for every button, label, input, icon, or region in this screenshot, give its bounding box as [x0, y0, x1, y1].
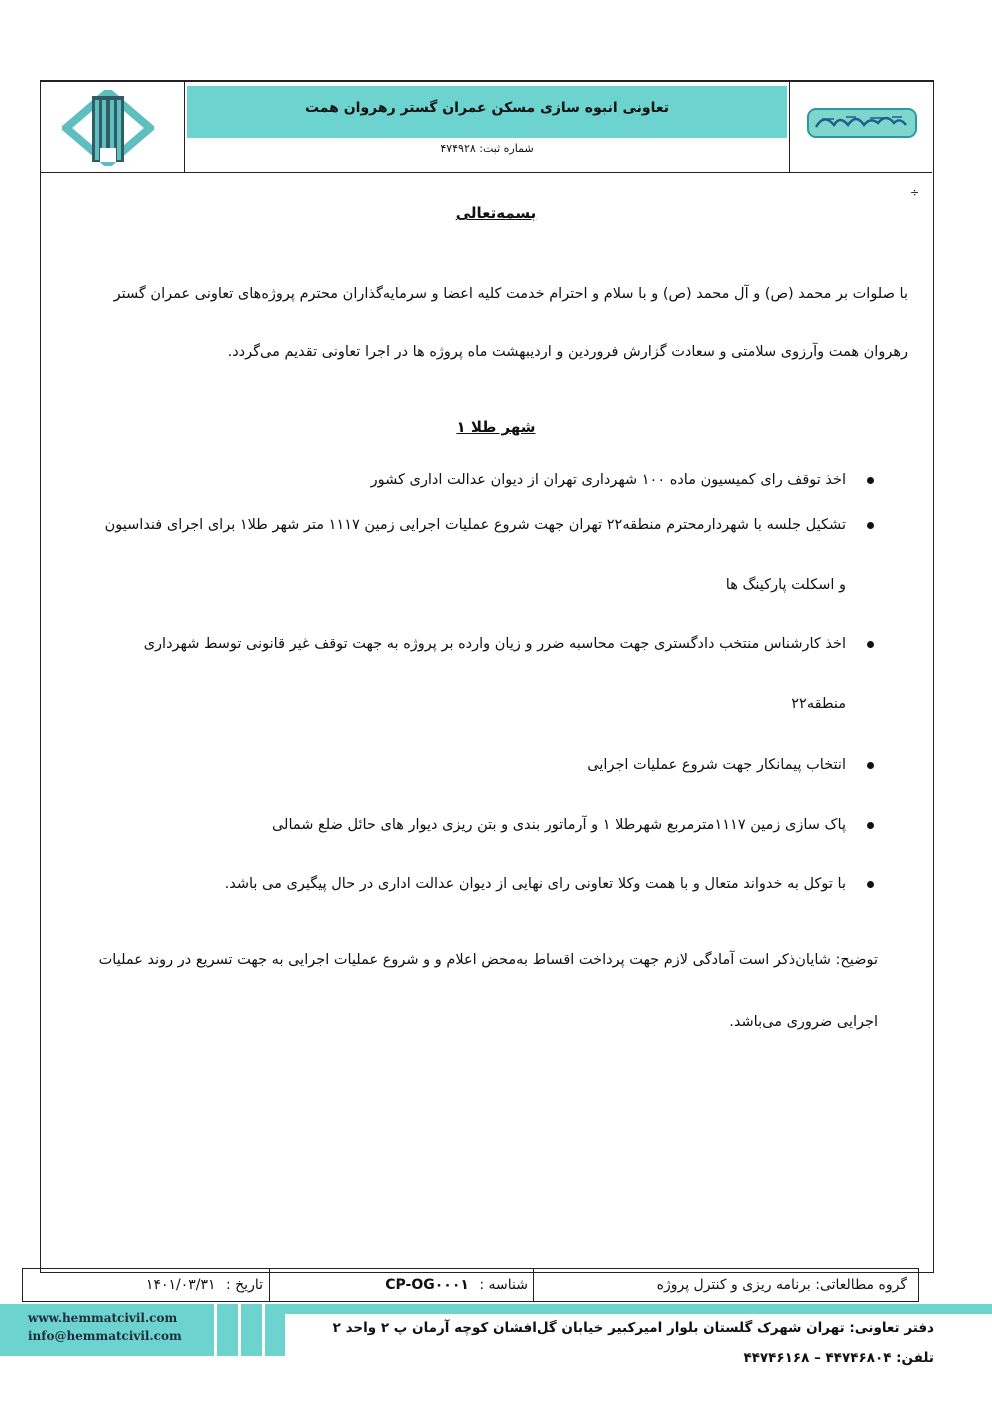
bullet-dot [866, 640, 876, 650]
document-id-cell [269, 1269, 528, 1301]
document-id-label: شناسه : [479, 1277, 528, 1293]
website-link[interactable]: www.hemmatcivil.com [28, 1311, 178, 1325]
footer-stripe [262, 1304, 265, 1356]
calligraphy-logo-icon [806, 105, 918, 141]
cooperative-title: تعاونی انبوه سازی مسکن عمران گستر رهروان همت [304, 100, 670, 116]
letterhead-title-cell [185, 80, 790, 172]
bullet-2-line-1: تشکیل جلسه با شهردارمحترم منطقه۲۲ تهران جهت شروع عملیات اجرایی زمین ۱۱۱۷ متر شهر طلا۱ برای اجرای فنداسیون [104, 517, 846, 533]
letterhead [40, 80, 932, 173]
title-band [187, 86, 787, 138]
email-link[interactable]: info@hemmatcivil.com [28, 1329, 182, 1343]
bullet-6-line-1: با توکل به خدواند متعال و با همت وکلا تعاونی رای نهایی از دیوان عدالت اداری در حال پیگیری می باشد. [224, 876, 846, 892]
office-address: دفتر تعاونی: تهران شهرک گلستان بلوار امیرکبیر خیابان گل‌افشان کوچه آرمان پ ۲ واحد ۲ [332, 1320, 934, 1336]
date-cell [23, 1269, 263, 1301]
building-logo-icon [62, 90, 154, 166]
footer-stripe [238, 1304, 241, 1356]
bullet-2-line-2: و اسکلت پارکینگ ها [725, 577, 846, 593]
greeting-heading: بسمه‌تعالی [455, 204, 537, 222]
study-group-cell [533, 1269, 907, 1301]
intro-line-2: رهروان همت وآرزوی سلامتی و سعادت گزارش فروردین و اردیبهشت ماه پروژه ها در اجرا تعاونی تقدیم می‌گردد. [227, 344, 908, 360]
note-line-2: اجرایی ضروری می‌باشد. [729, 1014, 878, 1030]
page-mark: ÷ [910, 186, 920, 199]
phone-numbers: تلفن: ۴۴۷۴۶۸۰۴ – ۴۴۷۴۶۱۶۸ [743, 1350, 934, 1366]
bullet-3-line-1: اخذ کارشناس منتخب دادگستری جهت محاسبه ضرر و زیان وارده بر پروژه به جهت توقف غیر قانونی توسط شهرداری [143, 636, 846, 652]
note-line-1: توضیح: شایان‌ذکر است آمادگی لازم جهت پرداخت اقساط به‌محض اعلام و و شروع عملیات اجرایی به جهت تسریع در روند عملیات [98, 952, 878, 968]
study-group-label: گروه مطالعاتی: برنامه ریزی و کنترل پروژه [656, 1277, 907, 1293]
bullet-1-line-1: اخذ توقف رای کمیسیون ماده ۱۰۰ شهرداری تهران از دیوان عدالت اداری کشور [370, 472, 846, 488]
date-value: ۱۴۰۱/۰۳/۳۱ [145, 1277, 216, 1293]
bullet-3-line-2: منطقه۲۲ [791, 696, 846, 712]
footer-stripe [214, 1304, 217, 1356]
letterhead-left-cell [40, 80, 185, 172]
letterhead-right-cell [790, 80, 932, 172]
bullet-dot [866, 761, 876, 771]
bullet-5-line-1: پاک سازی زمین ۱۱۱۷مترمربع شهرطلا ۱ و آرماتور بندی و بتن ریزی دیوار های حائل ضلع شمالی [271, 817, 846, 833]
registration-number: شماره ثبت: ۴۷۴۹۲۸ [440, 142, 534, 155]
page-frame [40, 80, 934, 1273]
bullet-4-line-1: انتخاب پیمانکار جهت شروع عملیات اجرایی [587, 757, 846, 773]
bullet-dot [866, 880, 876, 890]
section-title: شهر طلا ۱ [456, 418, 536, 436]
bullet-dot [866, 521, 876, 531]
bullet-dot [866, 476, 876, 486]
intro-line-1: با صلوات بر محمد (ص) و آل محمد (ص) و با سلام و احترام خدمت کلیه اعضا و سرمایه‌گذاران محترم پروژه‌های تعاونی عمران گستر [113, 286, 908, 302]
footer-table [22, 1268, 919, 1302]
bullet-dot [866, 821, 876, 831]
document-id-value: CP-OG۰۰۰۱ [385, 1277, 469, 1293]
date-label: تاریخ : [225, 1277, 263, 1293]
